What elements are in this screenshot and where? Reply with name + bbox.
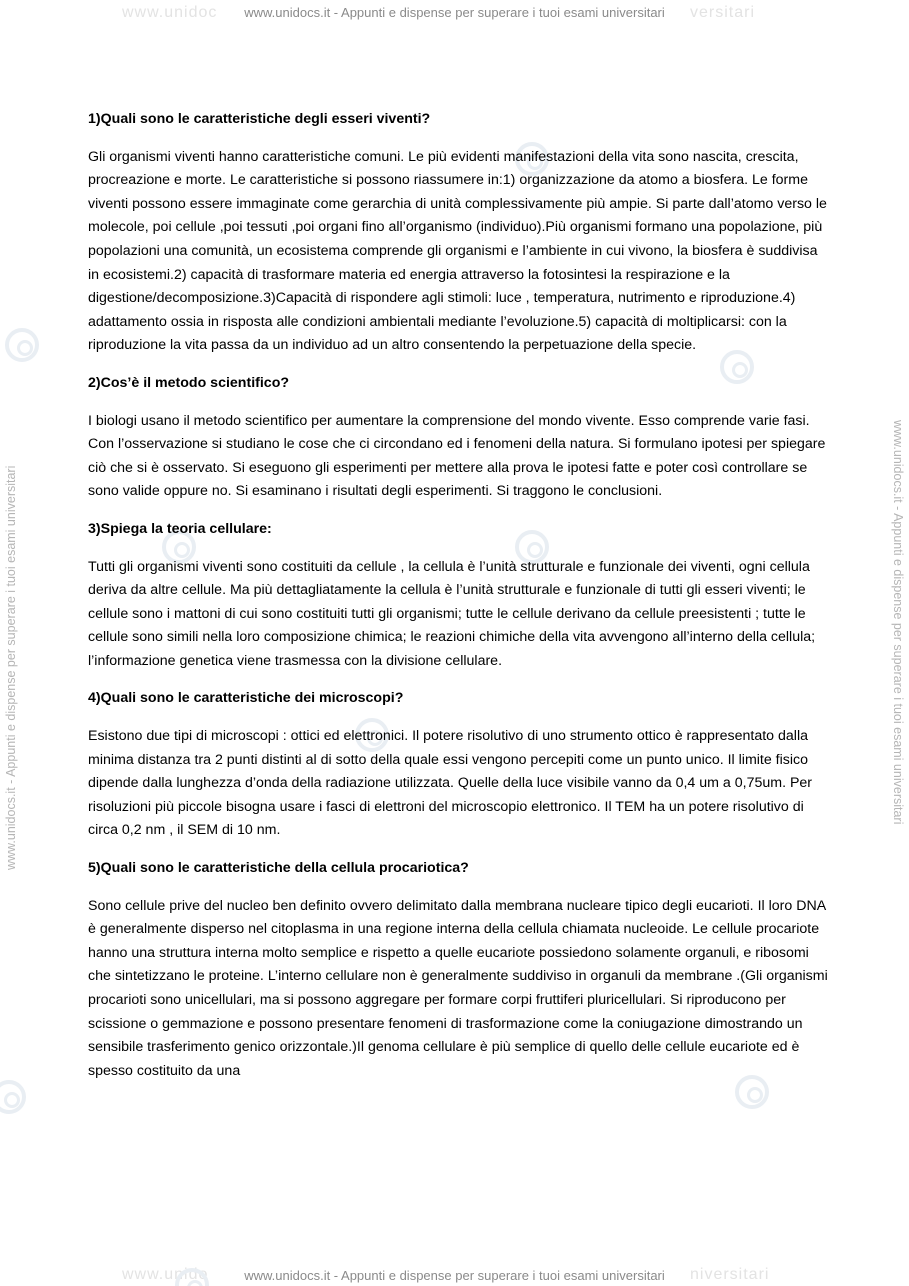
document-body: [88, 108, 828, 1097]
watermark-logo-icon: [0, 1080, 26, 1114]
watermark-side-left: www.unidocs.it - Appunti e dispense per superare i tuoi esami universitari: [4, 465, 18, 870]
answer-3: Tutti gli organismi viventi sono costituiti da cellule , la cellula è l’unità strutturale e funzionale dei viventi, ogni cellula deriva da altre cellule. Ma più dettagliatamente la cellula è l’unità strutturale e funzionale di tutti gli esseri viventi; le cellule sono i mattoni di cui sono costituiti tutti gli organismi; tutte le cellule derivano da cellule preesistenti ; tutte le cellule sono simili nella loro composizione chimica; le reazioni chimiche della vita avvengono all’interno della cellula; l’informazione genetica viene trasmessa con la divisione cellulare.: [88, 558, 816, 669]
ghost-watermark-right: versitari: [690, 4, 756, 21]
watermark-header: www.unidocs.it - Appunti e dispense per superare i tuoi esami universitari: [244, 5, 665, 20]
question-4: 4)Quali sono le caratteristiche dei microscopi?: [88, 690, 404, 707]
ghost-watermark-left: www.unido: [122, 1266, 209, 1283]
watermark-side-right: www.unidocs.it - Appunti e dispense per superare i tuoi esami universitari: [891, 420, 905, 825]
question-1: 1)Quali sono le caratteristiche degli esseri viventi?: [88, 111, 431, 127]
answer-2: I biologi usano il metodo scientifico per aumentare la comprensione del mondo vivente. Esso comprende varie fasi. Con l’osservazione si studiano le cose che ci circondano ed i fenomeni della natura. Si formulano ipotesi per spiegare ciò che si è osservato. Si eseguono gli esperimenti per mettere alla prova le ipotesi fatte e poter così controllare se sono valide oppure no. Si esaminano i risultati degli esperimenti. Si traggono le conclusioni.: [88, 412, 826, 500]
answer-1: Gli organismi viventi hanno caratteristiche comuni. Le più evidenti manifestazioni della vita sono nascita, crescita, procreazione e morte. Le caratteristiche si possono riassumere in:1) organizzazione da atomo a biosfera. Le forme viventi possono essere immaginate come gerarchia di unità complessivamente più ampie. Si parte dall’atomo verso le molecole, poi cellule ,poi tessuti ,poi organi fino all’organismo (individuo).Più organismi formano una popolazione, più popolazioni una comunità, un ecosistema comprende gli organismi e l’ambiente in cui vivono, la biosfera è suddivisa in ecosistemi.2) capacità di trasformare materia ed energia attraverso la fotosintesi la respirazione e la digestione/decomposizione.3)Capacità di rispondere agli stimoli: luce , temperatura, nutrimento e riproduzione.4) adattamento ossia in risposta alle condizioni ambientali mediante l’evoluzione.5) capacità di moltiplicarsi: con la riproduzione la vita passa da un individuo ad un altro consentendo la perpetuazione della specie.: [88, 148, 827, 354]
answer-4: Esistono due tipi di microscopi : ottici ed elettronici. Il potere risolutivo di uno strumento ottico è rappresentato dalla minima distanza tra 2 punti distinti al di sotto della quale essi vengono percepiti come un punto unico. Il limite fisico dipende dalla lunghezza d’onda della radiazione utilizzata. Quelle della luce visibile vanno da 0,4 um a 0,75um. Per risoluzioni più piccole bisogna usare i fasci di elettroni del microscopio elettronico. Il TEM ha un potere risolutivo di circa 0,2 nm , il SEM di 10 nm.: [88, 728, 813, 839]
question-3: 3)Spiega la teoria cellulare:: [88, 520, 272, 537]
watermark-logo-icon: [5, 328, 39, 362]
question-5: 5)Quali sono le caratteristiche della cellula procariotica?: [88, 860, 469, 877]
watermark-footer: www.unidocs.it - Appunti e dispense per superare i tuoi esami universitari: [244, 1268, 665, 1283]
ghost-watermark-right: niversitari: [690, 1266, 770, 1283]
answer-5: Sono cellule prive del nucleo ben definito ovvero delimitato dalla membrana nucleare tipico degli eucarioti. Il loro DNA è generalmente disperso nel citoplasma in una regione interna della cellula chiamata nucleoide. Le cellule procariote hanno una struttura interna molto semplice e rispetto a quelle eucariote possiedono solamente organuli, e ribosomi che sintetizzano le proteine. L’interno cellulare non è generalmente suddiviso in organuli da membrane .(Gli organismi procarioti sono unicellulari, ma si possono aggregare per formare corpi fruttiferi pluricellulari. Si riproducono per scissione o gemmazione e possono presentare fenomeni di trasformazione come la coniugazione dimostrando un sensibile trasferimento genico orizzontale.)Il genoma cellulare è più semplice di quello delle cellule eucariote ed è spesso costituito da una: [88, 897, 828, 1079]
ghost-watermark-left: www.unidoc: [122, 4, 218, 21]
question-2: 2)Cos’è il metodo scientifico?: [88, 374, 290, 391]
